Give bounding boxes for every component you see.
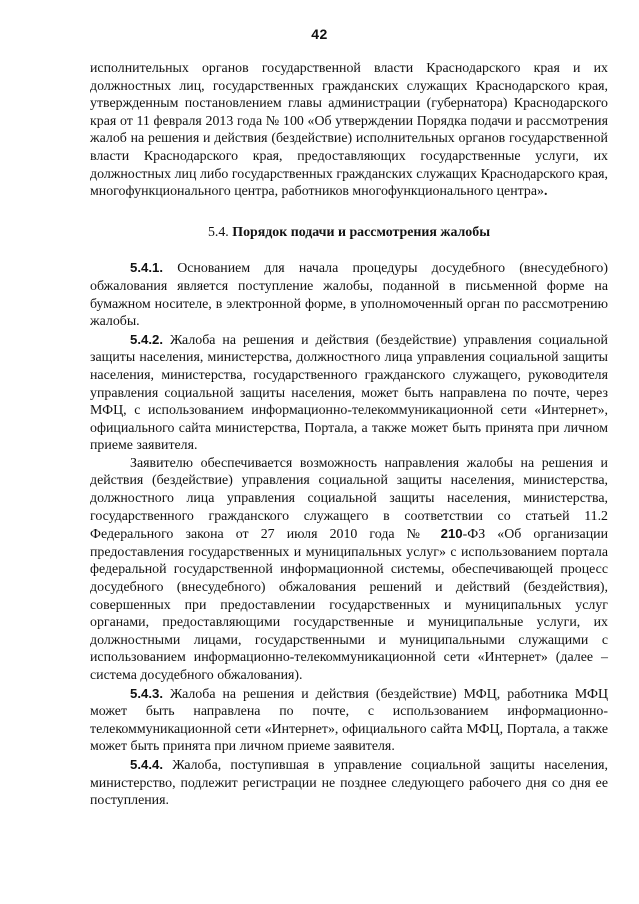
clause-text: Жалоба на решения и действия (бездействие) управления социальной защиты населения, министерства, должностного лица управления социальной защиты населения, министерства, государственного гражданского служащего, руководителя управления социальной защиты населения, может быть направлена по почте, через МФЦ, с использованием информационно-телекоммуникационной сети «Интернет», официального сайта министерства, Портала, а также может быть принята при личном приеме заявителя.	[90, 332, 608, 454]
clause-5-4-2	[90, 331, 608, 455]
clause-text: Жалоба на решения и действия (бездействие) МФЦ, работника МФЦ может быть направлена по почте, с использованием информационно-телекоммуникационной сети «Интернет», официального сайта МФЦ, Портала, а также может быть принята при личном приеме заявителя.	[90, 686, 608, 755]
clause-5-4-3	[90, 685, 608, 756]
law-number: 210	[440, 526, 463, 542]
applicant-text-before: Заявителю обеспечивается возможность направления жалобы на решения и действия (бездействие) управления социальной защиты населения, министерства, должностного лица управления социальной защиты населения, министерства, государственного гражданского служащего в соответствии со статьей 11.2 Федерального закона от 27 июля 2010 года №	[90, 455, 608, 543]
section-number: 5.4.	[207, 224, 229, 240]
applicant-paragraph	[90, 455, 608, 685]
document-body	[90, 60, 608, 810]
section-heading	[90, 224, 608, 242]
clause-number: 5.4.2.	[130, 331, 163, 347]
intro-paragraph-text: исполнительных органов государственной власти Краснодарского края и их должностных лиц, государственных гражданских служащих Краснодарского края, утвержденным постановлением главы администрации (губернатора) Краснодарского края от 11 февраля 2013 года № 100 «Об утверждении Порядка подачи и рассмотрения жалоб на решения и действия (бездействие) исполнительных органов государственной власти Краснодарского края, предоставляющих государственные услуги, их должностных лиц либо государственных гражданских служащих Краснодарского края, многофункционального центра, работников многофункционального центра»	[90, 61, 608, 200]
clause-number: 5.4.1.	[130, 260, 163, 276]
clause-number: 5.4.4.	[130, 756, 163, 772]
intro-paragraph-end-mark: .	[543, 184, 548, 200]
page-number: 42	[311, 26, 328, 42]
clause-number: 5.4.3.	[130, 685, 163, 701]
clause-text: Жалоба, поступившая в управление социальной защиты населения, министерство, подлежит регистрации не позднее следующего рабочего дня со дня ее поступления.	[90, 757, 608, 809]
clause-5-4-4	[90, 756, 608, 810]
intro-paragraph	[90, 60, 608, 201]
section-title: Порядок подачи и рассмотрения жалобы	[232, 224, 491, 240]
clause-text: Основанием для начала процедуры досудебного (внесудебного) обжалования является поступление жалобы, поданной в письменной форме на бумажном носителе, в электронной форме, в уполномоченный орган по рассмотрению жалобы.	[90, 261, 608, 330]
clause-5-4-1	[90, 259, 608, 330]
applicant-text-after: -ФЗ «Об организации предоставления государственных и муниципальных услуг» с использованием портала федеральной государственной информационной системы, обеспечивающей процесс досудебного (внесудебного) обжалования решений и действий (бездействия), совершенных при предоставлении государственных и муниципальных услуг органами, предоставляющими государственные и муниципальные услуги, их должностными лицами, государственными и муниципальными служащими с использованием информационно-телекоммуникационной сети «Интернет» (далее – система досудебного обжалования).	[90, 527, 608, 683]
